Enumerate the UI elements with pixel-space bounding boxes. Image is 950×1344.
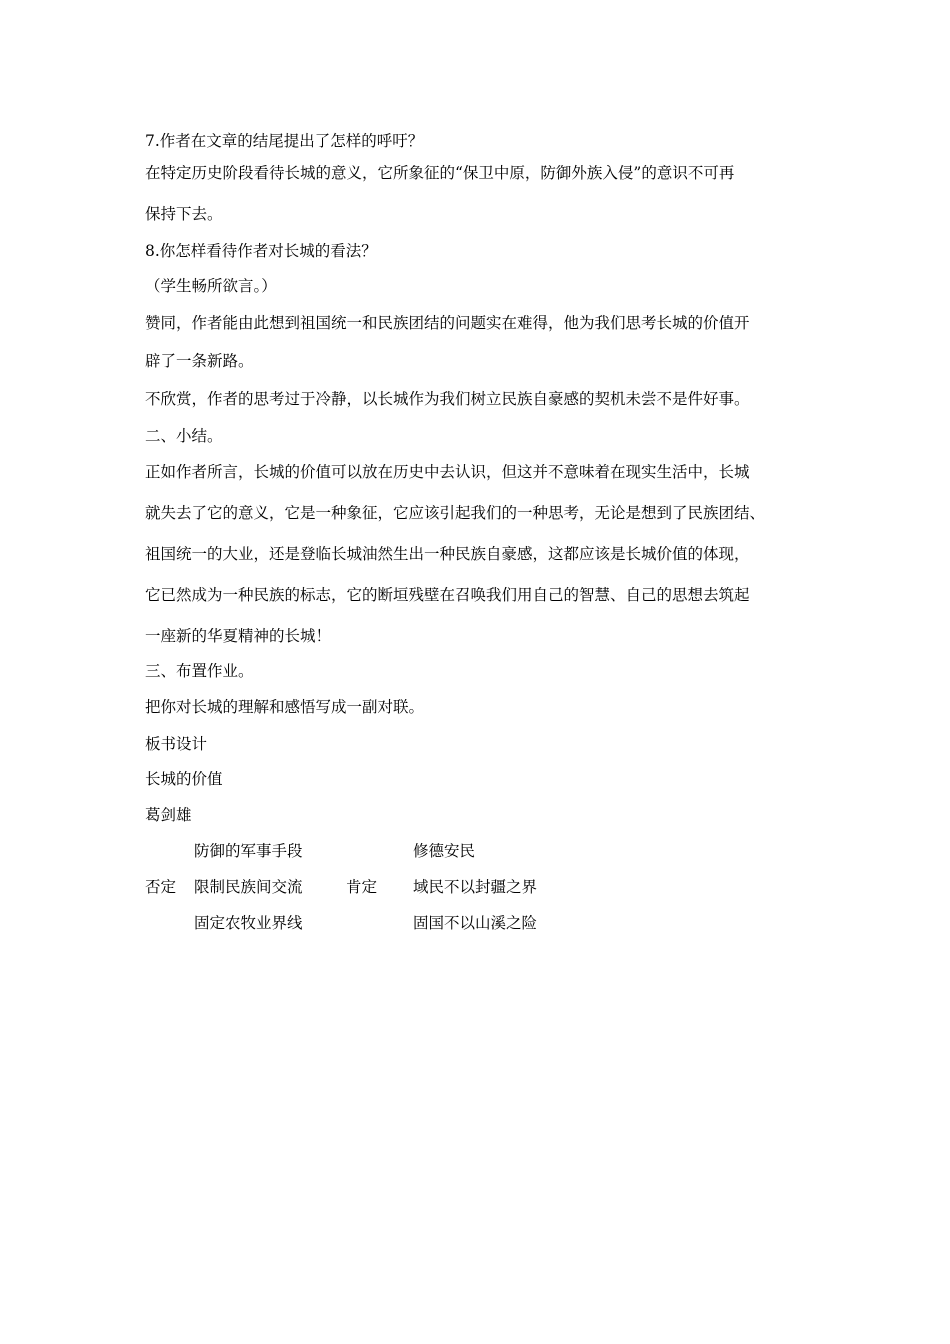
summary-line-4: 它已然成为一种民族的标志，它的断垣残壁在召唤我们用自己的智慧、自己的思想去筑起 [145,586,750,604]
negate-item-2: 限制民族间交流 [194,878,303,896]
summary-line-2: 就失去了它的意义，它是一种象征，它应该引起我们的一种思考，无论是想到了民族团结、 [145,504,766,522]
affirm-label: 肯定 [346,878,378,896]
negate-label: 否定 [145,878,177,896]
summary-line-5: 一座新的华夏精神的长城！ [145,627,332,645]
board-heading: 板书设计 [145,735,208,753]
affirm-item-1: 修德安民 [413,842,476,860]
homework-text: 把你对长城的理解和感悟写成一副对联。 [145,698,425,716]
question-8-view-2: 不欣赏，作者的思考过于冷静，以长城作为我们树立民族自豪感的契机未尝不是件好事。 [145,390,750,408]
question-8-view-1-line-1: 赞同，作者能由此想到祖国统一和民族团结的问题实在难得，他为我们思考长城的价值开 [145,314,750,332]
answer-7-line-1: 在特定历史阶段看待长城的意义，它所象征的“保卫中原，防御外族入侵”的意识不可再 [145,164,735,182]
board-author: 葛剑雄 [145,806,192,824]
question-8-view-1-line-2: 辟了一条新路。 [145,352,254,370]
negate-item-1: 防御的军事手段 [194,842,303,860]
board-title: 长城的价值 [145,770,223,788]
summary-heading: 二、小结。 [145,427,223,445]
summary-line-1: 正如作者所言，长城的价值可以放在历史中去认识，但这并不意味着在现实生活中，长城 [145,463,750,481]
affirm-item-3: 固国不以山溪之险 [413,914,538,932]
question-8: 8.你怎样看待作者对长城的看法？ [145,242,377,260]
affirm-item-2: 域民不以封疆之界 [413,878,538,896]
summary-line-3: 祖国统一的大业，还是登临长城油然生出一种民族自豪感，这都应该是长城价值的体现， [145,545,750,563]
negate-item-3: 固定农牧业界线 [194,914,303,932]
answer-7-line-2: 保持下去。 [145,205,223,223]
question-7: 7.作者在文章的结尾提出了怎样的呼吁？ [145,132,424,150]
question-8-note: （学生畅所欲言。） [145,277,277,295]
homework-heading: 三、布置作业。 [145,662,254,680]
